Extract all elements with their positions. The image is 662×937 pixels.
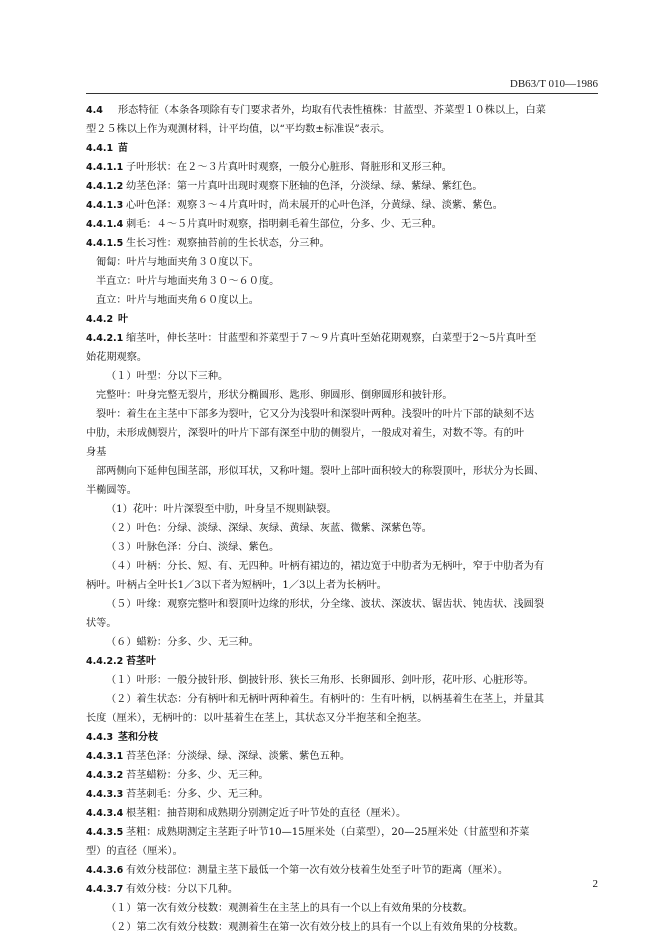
paragraph-text: （３）叶脉色泽：分白、淡绿、紫色。 xyxy=(106,542,280,553)
paragraph-text: （1）花叶：叶片深裂至中肋，叶身呈不规则缺裂。 xyxy=(106,504,337,515)
section-text: 苔茎刺毛：分多、少、无三种。 xyxy=(126,789,269,800)
paragraph-text: 型）的直径（厘米）。 xyxy=(86,846,183,857)
text-line xyxy=(86,177,598,196)
document-body xyxy=(86,101,598,937)
text-line xyxy=(86,101,598,120)
paragraph-text: （２）着生状态：分有柄叶和无柄叶两种着生。有柄叶的：生有叶柄，以柄基着生在茎上，并量其 xyxy=(106,694,545,705)
section-text: 有效分枝部位：测量主茎下最低一个第一次有效分枝着生处至子叶节的距离（厘米）。 xyxy=(126,865,509,876)
text-line xyxy=(86,633,598,652)
paragraph-text: 身基 xyxy=(86,447,107,458)
section-text: 根茎粗：抽苔期和成熟期分别测定近子叶节处的直径（厘米）。 xyxy=(126,808,407,819)
section-text: 有效分枝：分以下几种。 xyxy=(126,884,239,895)
section-text: 幼茎色泽：第一片真叶出现时观察下胚轴的色泽，分淡绿、绿、紫绿、紫红色。 xyxy=(126,181,483,192)
paragraph-text: 裂叶：着生在主茎中下部多为裂叶，它又分为浅裂叶和深裂叶两种。浅裂叶的叶片下部的缺刻不达 xyxy=(96,409,535,420)
section-number: 4.4.3.2 xyxy=(86,770,124,781)
section-heading: 叶 xyxy=(118,314,128,325)
paragraph-text: （１）第一次有效分枝数：观测着生在主茎上的具有一个以上有效角果的分枝数。 xyxy=(106,903,473,914)
paragraph-text: （２）叶色：分绿、淡绿、深绿、灰绿、黄绿、灰蓝、微紫、深紫色等。 xyxy=(106,523,432,534)
section-number: 4.4.1.5 xyxy=(86,238,124,249)
section-number: 4.4.3.6 xyxy=(86,865,124,876)
text-line xyxy=(86,234,598,253)
paragraph-text: 部两侧向下延伸包围茎部，形似耳状，又称叶翅。裂叶上部叶面积较大的称裂顶叶，形状分为长圆、 xyxy=(96,466,545,477)
section-number: 4.4.1 xyxy=(86,143,114,154)
paragraph-text: 柄叶。叶柄占全叶长1／3以下者为短柄叶，1／3以上者为长柄叶。 xyxy=(86,580,387,591)
text-line xyxy=(86,158,598,177)
text-line xyxy=(86,918,598,937)
paragraph-text: 匍匐：叶片与地面夹角３０度以下。 xyxy=(96,257,259,268)
text-line xyxy=(86,557,598,576)
text-line xyxy=(86,842,598,861)
text-line xyxy=(86,576,598,595)
text-line xyxy=(86,139,598,158)
text-line xyxy=(86,671,598,690)
section-number: 4.4.3.7 xyxy=(86,884,124,895)
paragraph-text: 长度（厘米），无柄叶的：以叶基着生在茎上，其状态又分半抱茎和全抱茎。 xyxy=(86,713,428,724)
text-line xyxy=(86,804,598,823)
text-line xyxy=(86,785,598,804)
section-heading: 茎和分枝 xyxy=(118,732,158,743)
paragraph-text: （５）叶缘：观察完整叶和裂顶叶边缘的形状，分全缘、波状、深波状、锯齿状、钝齿状、浅圆裂 xyxy=(106,599,545,610)
section-number: 4.4.2.2 xyxy=(86,656,124,667)
section-number: 4.4.1.1 xyxy=(86,162,124,173)
section-text: 刺毛：４～５片真叶时观察，指明刺毛着生部位，分多、少、无三种。 xyxy=(126,219,442,230)
section-number: 4.4.2 xyxy=(86,314,114,325)
section-text: 苔茎色泽：分淡绿、绿、深绿、淡紫、紫色五种。 xyxy=(126,751,351,762)
section-text: 苔茎蜡粉：分多、少、无三种。 xyxy=(126,770,269,781)
paragraph-text: 完整叶：叶身完整无裂片，形状分椭圆形、匙形、卵圆形、倒卵圆形和披针形。 xyxy=(96,390,453,401)
text-line xyxy=(86,310,598,329)
text-line xyxy=(86,348,598,367)
text-line xyxy=(86,766,598,785)
text-line xyxy=(86,443,598,462)
text-line xyxy=(86,690,598,709)
text-line xyxy=(86,462,598,481)
section-number: 4.4.3.5 xyxy=(86,827,124,838)
text-line xyxy=(86,272,598,291)
text-line xyxy=(86,500,598,519)
text-line xyxy=(86,728,598,747)
paragraph-text: （１）叶型：分以下三种。 xyxy=(106,371,229,382)
page-number: 2 xyxy=(592,878,598,890)
paragraph-text: （６）蜡粉：分多、少、无三种。 xyxy=(106,637,259,648)
section-text: 心叶色泽：观察３～４片真叶时，尚未展开的心叶色泽，分黄绿、绿、淡紫、紫色。 xyxy=(126,200,503,211)
text-line xyxy=(86,747,598,766)
text-line xyxy=(86,215,598,234)
text-line xyxy=(86,519,598,538)
text-line xyxy=(86,367,598,386)
text-line xyxy=(86,120,598,139)
section-text: 子叶形状：在２～３片真叶时观察，一般分心脏形、肾脏形和叉形三种。 xyxy=(126,162,452,173)
text-line xyxy=(86,481,598,500)
text-line xyxy=(86,291,598,310)
paragraph-text: 直立：叶片与地面夹角６０度以上。 xyxy=(96,295,259,306)
document-code: DB63/T 010—1986 xyxy=(509,78,598,90)
section-text: 形态特征（本条各项除有专门要求者外，均取有代表性植株：甘蓝型、芥菜型１０株以上，白菜 xyxy=(118,105,546,116)
text-line xyxy=(86,196,598,215)
section-number: 4.4.1.4 xyxy=(86,219,124,230)
text-line xyxy=(86,652,598,671)
section-heading: 苔茎叶 xyxy=(126,656,156,667)
paragraph-text: 始花期观察。 xyxy=(86,352,148,363)
text-line xyxy=(86,538,598,557)
paragraph-text: （２）第二次有效分枝数：观测着生在第一次有效分枝上的具有一个以上有效角果的分枝数。 xyxy=(106,922,524,933)
text-line xyxy=(86,253,598,272)
section-number: 4.4.3.4 xyxy=(86,808,124,819)
section-number: 4.4.2.1 xyxy=(86,333,124,344)
section-text: 缩茎叶，伸长茎叶：甘蓝型和芥菜型于７～９片真叶至始花期观察，白菜型于2～5片真叶至 xyxy=(126,333,537,344)
section-number: 4.4.1.3 xyxy=(86,200,124,211)
text-line xyxy=(86,823,598,842)
paragraph-text: 半直立：叶片与地面夹角３０～６０度。 xyxy=(96,276,280,287)
text-line xyxy=(86,386,598,405)
section-number: 4.4.1.2 xyxy=(86,181,124,192)
paragraph-text: 型２５株以上作为观测材料，计平均值，以“平均数±标准误”表示。 xyxy=(86,124,391,135)
section-number: 4.4.3.1 xyxy=(86,751,124,762)
text-line xyxy=(86,424,598,443)
text-line xyxy=(86,405,598,424)
section-number: 4.4.3.3 xyxy=(86,789,124,800)
text-line xyxy=(86,899,598,918)
section-number: 4.4.3 xyxy=(86,732,114,743)
text-line xyxy=(86,709,598,728)
text-line xyxy=(86,329,598,348)
text-line xyxy=(86,595,598,614)
paragraph-text: （１）叶形：一般分披针形、倒披针形、狭长三角形、长卵圆形、剑叶形，花叶形、心脏形等。 xyxy=(106,675,534,686)
header-rule xyxy=(86,93,598,94)
section-number: 4.4 xyxy=(86,105,103,116)
paragraph-text: 状等。 xyxy=(86,618,117,629)
paragraph-text: （４）叶柄：分长、短、有、无四种。叶柄有裙边的，裙边宽于中肋者为无柄叶，窄于中肋者为有 xyxy=(106,561,545,572)
text-line xyxy=(86,614,598,633)
text-line xyxy=(86,861,598,880)
section-text: 生长习性：观察抽苔前的生长状态，分三种。 xyxy=(126,238,330,249)
section-heading: 苗 xyxy=(118,143,128,154)
section-text: 茎粗：成熟期测定主茎距子叶节10—15厘米处（白菜型），20—25厘米处（甘蓝型和芥菜 xyxy=(126,827,530,838)
paragraph-text: 半椭圆等。 xyxy=(86,485,137,496)
paragraph-text: 中肋，未形成侧裂片，深裂叶的叶片下部有深至中肋的侧裂片，一般成对着生，对数不等。有的叶 xyxy=(86,428,525,439)
text-line xyxy=(86,880,598,899)
